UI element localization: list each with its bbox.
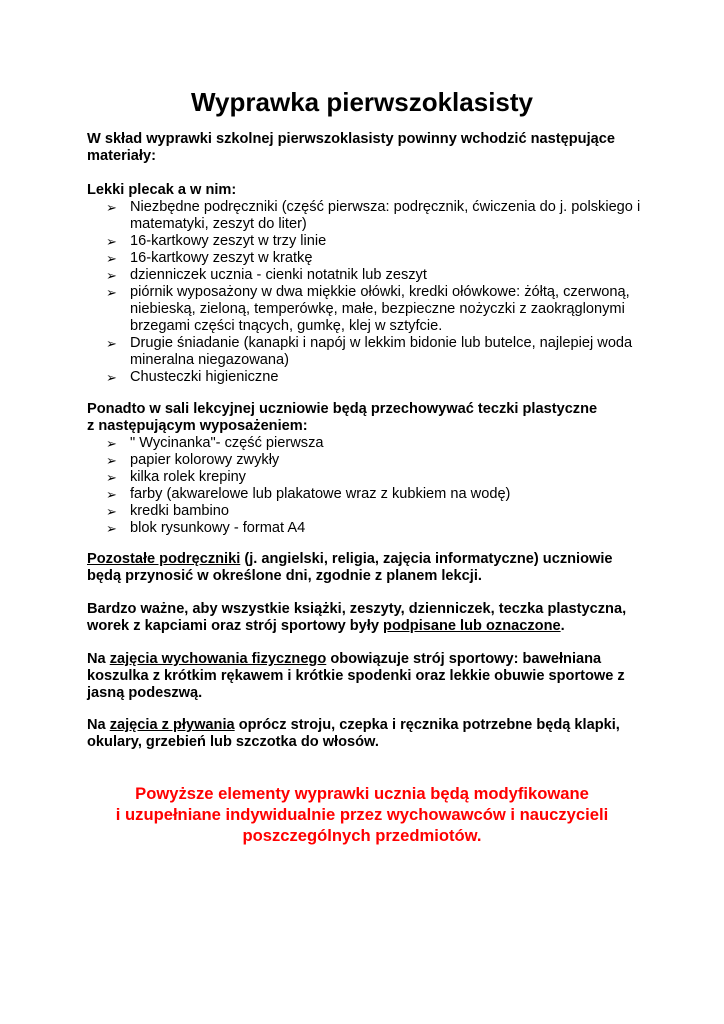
closing-line: i uzupełniane indywidualnie przez wychowawców i nauczycieli [115,805,609,824]
list-item: ➢ papier kolorowy zwykły [106,452,280,468]
list-item: ➢ 16-kartkowy zeszyt w kratkę [106,250,313,266]
list-item: ➢ Drugie śniadanie (kanapki i napój w lekkim bidonie lub butelce, najlepiej woda mineralna niegazowana) [106,335,633,368]
art-folder-list [87,435,647,537]
closing-line: Powyższe elementy wyprawki ucznia będą modyfikowane [135,784,589,803]
other-textbooks-paragraph: Pozostałe podręczniki (j. angielski, religia, zajęcia informatyczne) uczniowie będą przynosić w określone dni, zgodnie z planem lekcji. [87,551,613,584]
section-heading-line2: z następującym wyposażeniem: [87,418,308,434]
list-item: ➢ Chusteczki higieniczne [106,369,279,385]
list-item: ➢ farby (akwarelowe lub plakatowe wraz z kubkiem na wodę) [106,486,511,502]
list-item: ➢ dzienniczek ucznia - cienki notatnik lub zeszyt [106,267,427,283]
list-item: ➢ blok rysunkowy - format A4 [106,520,306,536]
document-title: Wyprawka pierwszoklasisty [190,87,533,117]
arrowhead-bullet-icon: ➢ [106,487,117,502]
arrowhead-bullet-icon: ➢ [106,370,117,385]
list-item: ➢ Niezbędne podręczniki (część pierwsza: podręcznik, ćwiczenia do j. polskiego i matematyki, zeszyt do liter) [106,199,641,232]
arrowhead-bullet-icon: ➢ [106,251,117,266]
section-heading: Lekki plecak a w nim: [87,182,237,198]
arrowhead-bullet-icon: ➢ [106,336,117,351]
list-item: ➢ 16-kartkowy zeszyt w trzy linie [106,233,327,249]
arrowhead-bullet-icon: ➢ [106,268,117,283]
list-item: ➢ kilka rolek krepiny [106,469,246,485]
list-item: ➢ kredki bambino [106,503,229,519]
labeling-paragraph: Bardzo ważne, aby wszystkie książki, zeszyty, dzienniczek, teczka plastyczna, worek z kapciami oraz strój sportowy były podpisane lub oznaczone. [87,601,627,634]
section-backpack [87,182,647,386]
arrowhead-bullet-icon: ➢ [106,285,117,300]
arrowhead-bullet-icon: ➢ [106,453,117,468]
list-item: ➢ piórnik wyposażony w dwa miękkie ołówki, kredki ołówkowe: żółtą, czerwoną, niebieską, zieloną, temperówkę, małe, bezpieczne nożyczki z zaokrąglonymi brzegami części tnących, gumkę, klej w sztyfcie. [106,284,630,334]
closing-line: poszczególnych przedmiotów. [242,826,482,845]
section-art-folder [87,401,647,537]
arrowhead-bullet-icon: ➢ [106,504,117,519]
arrowhead-bullet-icon: ➢ [106,521,117,536]
closing-note [0,783,724,846]
backpack-list [87,199,647,386]
section-heading-line1: Ponadto w sali lekcyjnej uczniowie będą przechowywać teczki plastyczne [87,401,598,417]
arrowhead-bullet-icon: ➢ [106,234,117,249]
intro-paragraph: W skład wyprawki szkolnej pierwszoklasisty powinny wchodzić następujące materiały: [87,131,615,164]
arrowhead-bullet-icon: ➢ [106,200,117,215]
swimming-paragraph: Na zajęcia z pływania oprócz stroju, czepka i ręcznika potrzebne będą klapki, okulary, grzebień lub szczotka do włosów. [87,717,620,750]
list-item: ➢ " Wycinanka"- część pierwsza [106,435,324,451]
pe-paragraph: Na zajęcia wychowania fizycznego obowiązuje strój sportowy: bawełniana koszulka z krótkim rękawem i krótkie spodenki oraz lekkie obuwie sportowe z jasną podeszwą. [87,651,625,701]
arrowhead-bullet-icon: ➢ [106,470,117,485]
arrowhead-bullet-icon: ➢ [106,436,117,451]
